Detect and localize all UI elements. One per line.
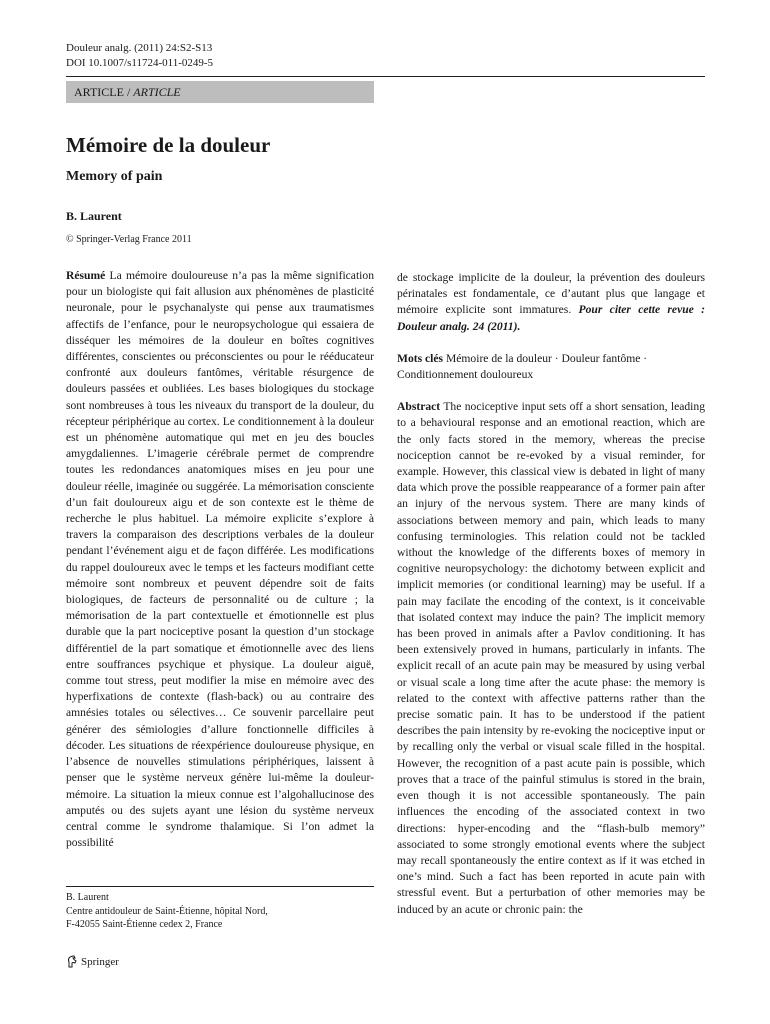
abstract-label: Abstract: [397, 400, 441, 414]
right-column: [397, 270, 705, 918]
resume-label: Résumé: [66, 269, 106, 282]
journal-reference: [66, 41, 213, 71]
resume-continuation-text: de stockage implicite de la douleur, la prévention des douleurs périnatales est fondamentale, ce d’autant plus que langage et mémoire explicite sont immatures.: [397, 271, 705, 317]
affiliation-block: [66, 891, 268, 932]
article-title: Mémoire de la douleur: [66, 133, 271, 157]
abstract-paragraph: [397, 399, 705, 918]
footnote-rule: [66, 886, 374, 887]
springer-horse-icon: [66, 955, 78, 968]
resume-text: La mémoire douloureuse n’a pas la même signification pour un biologiste qui fait allusion aux phénomènes de plasticité neuronale, pour le psychanalyste qui pense aux traumatismes affectifs de l’enfance, pour le neuropsychologue qui essaiera de disséquer les mémoires de la douleur en boîtes cognitives différentes, conscientes ou préconscientes ou pour le rééducateur confronté aux douleurs fantômes, véritable résurgence de douleurs passées et oubliées. Les bases biologiques du stockage sont nombreuses à tous les niveaux du transport de la douleur, du récepteur périphérique au cortex. Le conditionnement à la douleur est un phénomène automatique qui met en jeu des boucles amygdaliennes. L’imagerie cérébrale permet de comprendre toutes les redondances anatomiques mises en jeu pour une douleur réelle, imaginée ou suggérée. La mémorisation consciente d’un fait douloureux aigu et de son contexte est le thème de recherche le plus habituel. La mémoire explicite s’explore à travers la comparaison des descriptions verbales de la douleur pendant l’événement aigu et de façon différée. Les modifications du rappel douloureux avec le temps et les facteurs modifiant cette mémoire sont nombreux et peuvent dépendre soit de faits biologiques, de facteurs de personnalité ou de culture ; la mémorisation de la part contextuelle et émotionnelle est plus durable que la part nociceptive posant la question d’un stockage différentiel de la part somatique et émotionnelle avec des liens entre souffrances psychique et physique. La douleur aiguë, comme tout stress, peut modifier la mise en mémoire avec des hyperfixations de contexte (flash-back) ou au contraire des amnésies totales ou sélectives… Ce souvenir parcellaire peut générer des sémiologies d’allure fonctionnelle difficiles à décoder. Les situations de réexpérience douloureuse physique, en l’absence de nouvelles stimulations périphériques, laissent à penser que le système nerveux génère lui-même la douleur-mémoire. La situation la mieux connue est l’algohallucinose des amputés ou des sujets ayant une lésion du système nerveux central comme le syndrome thalamique. Si l’on admet la possibilité: [66, 269, 374, 850]
keywords-text: Mémoire de la douleur · Douleur fantôme · Conditionnement douloureux: [397, 351, 648, 382]
resume-paragraph: [66, 268, 374, 851]
copyright-notice: © Springer-Verlag France 2011: [66, 234, 192, 245]
abstract-text: The nociceptive input sets off a short sensation, leading to a behavioural response and an emotional reaction, which are the only facts stored in the memory, whereas the precise nociception cannot be re-evoked by a visual reminder, for example. However, this classical view is debated in light of many data which prove the possible reappearance of a former pain after an injury of the nervous system. There are many kinds of associations between memory and pain, which leads to many confusing terminologies. This relation could not be tackled without the knowledge of the differents boxes of memory in cognitive neuropsychology: the dichotomy between explicit and implicit memories (or conditional learning) may be useful. If a pain may facilate the encoding of the context, is it conceivable that isolated context may induce the pain? The implicit memory has been proved in animals after a Pavlov conditioning. It has been extensively proved in humans, particularly in infants. The explicit recall of an acute pain may be measured by using verbal or visual scale a long time after the acute phase: the memory is related to the context with affective patterns rather than the precise somatic pain. It has to be understood if the patient describes the pain intensity by re-evoking the nociceptive input or by recalling only the verbal or visual scale filled in the hospital. However, the recognition of a past acute pain is possible, which proves that a trace of the painful stimulus is stored in the brain, even though it is not accessible spontaneously. The pain influences the encoding of the associated context in two directions: hyper-encoding and the “flash-bulb memory” associated to some strongly emotional events where the subject may recall spontaneously the entire context as if it was etched in one’s mind. Such a fact has been reported in acute pain with stressful event. But a perturbation of other memories may be induced by an acute or chronic pain: the: [397, 400, 705, 916]
article-subtitle: Memory of pain: [66, 169, 163, 184]
keywords-paragraph: [397, 351, 705, 383]
keywords-label: Mots clés: [397, 351, 444, 365]
affiliation-line-1: Centre antidouleur de Saint-Étienne, hôpital Nord,: [66, 905, 268, 917]
left-column: [66, 268, 374, 851]
journal-citation: Douleur analg. (2011) 24:S2-S13: [66, 42, 213, 54]
affiliation-name: B. Laurent: [66, 892, 109, 903]
citation-note: Pour citer cette revue : Douleur analg. 24 (2011).: [397, 303, 705, 333]
affiliation-line-2: F-42055 Saint-Étienne cedex 2, France: [66, 919, 223, 930]
header-rule: [66, 76, 705, 77]
article-type-banner: [66, 81, 374, 103]
article-type-label-italic: ARTICLE: [133, 85, 181, 99]
author-name: B. Laurent: [66, 209, 122, 223]
doi: DOI 10.1007/s11724-011-0249-5: [66, 57, 214, 69]
publisher-name: Springer: [81, 955, 119, 968]
resume-continuation: [397, 270, 705, 335]
publisher-logo: [66, 955, 119, 968]
article-type-label: ARTICLE /: [74, 85, 131, 99]
